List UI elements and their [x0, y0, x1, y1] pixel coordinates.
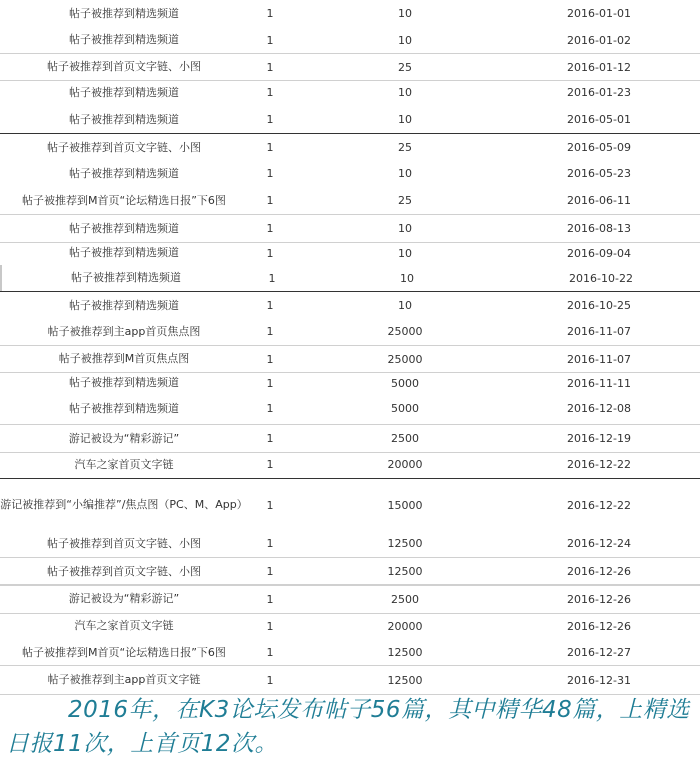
points-cell: 20000 — [387, 458, 423, 471]
points-cell: 10 — [398, 299, 412, 312]
event-description: 汽车之家首页文字链 — [74, 457, 174, 471]
event-description: 帖子被推荐到主app首页焦点图 — [47, 324, 201, 338]
table-row — [0, 27, 700, 53]
points-cell: 10 — [398, 167, 412, 180]
table-row — [0, 424, 700, 453]
points-cell: 12500 — [387, 565, 423, 578]
event-description: 帖子被推荐到精选频道 — [69, 112, 179, 126]
date-cell: 2016-10-25 — [567, 299, 631, 312]
count-cell: 1 — [266, 246, 274, 260]
date-cell: 2016-12-19 — [567, 432, 631, 445]
table-row — [0, 318, 700, 345]
count-cell: 1 — [266, 7, 274, 20]
date-cell: 2016-01-01 — [567, 7, 631, 20]
count-cell: 1 — [266, 402, 274, 415]
table-row — [0, 395, 700, 422]
points-cell: 2500 — [391, 592, 419, 606]
table-row — [0, 478, 700, 531]
table-row — [0, 0, 700, 27]
count-cell: 1 — [266, 352, 274, 366]
count-cell: 1 — [266, 432, 274, 445]
date-cell: 2016-09-04 — [567, 246, 631, 260]
event-description: 帖子被推荐到精选频道 — [69, 401, 179, 415]
table-row — [0, 371, 700, 395]
table-row — [0, 584, 700, 614]
table-row — [0, 133, 700, 161]
count-cell: 1 — [266, 458, 274, 471]
event-description: 帖子被推荐到首页文字链、小图 — [47, 60, 201, 73]
event-description: 帖子被推荐到精选频道 — [69, 221, 179, 235]
count-cell: 1 — [266, 167, 274, 180]
date-cell: 2016-12-26 — [567, 619, 631, 633]
event-description: 帖子被推荐到精选频道 — [69, 6, 179, 20]
points-cell: 2500 — [391, 432, 419, 445]
table-row — [0, 106, 700, 133]
table-row — [0, 160, 700, 187]
date-cell: 2016-11-07 — [567, 352, 631, 366]
date-cell: 2016-12-22 — [567, 458, 631, 471]
event-description: 游记被设为“精彩游记” — [68, 431, 180, 445]
points-cell: 10 — [398, 33, 412, 47]
points-cell: 12500 — [387, 537, 423, 550]
event-description: 帖子被推荐到精选频道 — [71, 271, 181, 284]
table-row — [0, 214, 700, 243]
date-cell: 2016-01-02 — [567, 33, 631, 47]
date-cell: 2016-12-08 — [567, 402, 631, 415]
date-cell: 2016-01-12 — [567, 60, 631, 74]
count-cell: 1 — [266, 376, 274, 390]
count-cell: 1 — [266, 222, 274, 235]
event-description: 帖子被推荐到精选频道 — [69, 33, 179, 46]
count-cell: 1 — [266, 86, 274, 99]
points-cell: 10 — [398, 222, 412, 235]
table-row — [0, 241, 700, 265]
date-cell: 2016-11-07 — [567, 325, 631, 338]
date-cell: 2016-12-26 — [567, 565, 631, 578]
points-cell: 10 — [398, 113, 412, 126]
points-cell: 25000 — [387, 352, 423, 366]
event-description: 帖子被推荐到精选频道 — [69, 376, 179, 389]
date-cell: 2016-05-01 — [567, 113, 631, 126]
points-cell: 25000 — [387, 325, 423, 338]
count-cell: 1 — [266, 537, 274, 550]
count-cell: 1 — [266, 619, 274, 633]
event-description: 帖子被推荐到首页文字链、小图 — [47, 564, 201, 578]
points-cell: 15000 — [387, 498, 423, 512]
event-description: 游记被推荐到“小编推荐”/焦点图（PC、M、App） — [0, 498, 248, 511]
count-cell: 1 — [266, 60, 274, 74]
event-description: 帖子被推荐到M首页“论坛精选日报”下6图 — [22, 645, 226, 659]
table-row — [0, 530, 700, 557]
event-description: 帖子被推荐到主app首页文字链 — [47, 673, 201, 686]
points-cell: 25 — [398, 141, 412, 154]
event-description: 帖子被推荐到精选频道 — [69, 298, 179, 312]
points-cell: 10 — [398, 86, 412, 99]
count-cell: 1 — [266, 565, 274, 578]
points-cell: 25 — [398, 60, 412, 74]
points-cell: 20000 — [387, 619, 423, 633]
event-description: 帖子被推荐到精选频道 — [69, 85, 179, 99]
count-cell: 1 — [266, 141, 274, 154]
event-description: 帖子被推荐到精选频道 — [69, 246, 179, 259]
table-row — [0, 345, 700, 373]
table-row — [0, 640, 700, 665]
points-cell: 5000 — [391, 376, 419, 390]
table-row — [0, 265, 700, 291]
points-cell: 5000 — [391, 402, 419, 415]
count-cell: 1 — [266, 646, 274, 659]
table-row — [0, 665, 700, 695]
table-row — [0, 187, 700, 214]
table-row — [0, 53, 700, 81]
points-cell: 10 — [398, 7, 412, 20]
date-cell: 2016-01-23 — [567, 86, 631, 99]
count-cell: 1 — [266, 325, 274, 338]
count-cell: 1 — [266, 33, 274, 47]
table-row — [0, 79, 700, 106]
points-cell: 12500 — [387, 646, 423, 659]
points-cell: 12500 — [387, 673, 423, 687]
date-cell: 2016-12-27 — [567, 646, 631, 659]
points-cell: 10 — [398, 246, 412, 260]
event-description: 帖子被推荐到精选频道 — [69, 166, 179, 180]
date-cell: 2016-12-22 — [567, 498, 631, 512]
count-cell: 1 — [266, 113, 274, 126]
count-cell: 1 — [268, 271, 276, 285]
count-cell: 1 — [266, 592, 274, 606]
table-row — [0, 291, 700, 319]
table-row — [0, 612, 700, 640]
date-cell: 2016-05-09 — [567, 141, 631, 154]
table-row — [0, 557, 700, 586]
date-cell: 2016-12-26 — [567, 592, 631, 606]
date-cell: 2016-05-23 — [567, 167, 631, 180]
date-cell: 2016-11-11 — [567, 376, 631, 390]
date-cell: 2016-12-31 — [567, 673, 631, 687]
date-cell: 2016-12-24 — [567, 537, 631, 550]
date-cell: 2016-06-11 — [567, 194, 631, 207]
event-description: 帖子被推荐到M首页“论坛精选日报”下6图 — [22, 193, 226, 207]
points-cell: 10 — [400, 271, 414, 285]
table-row — [0, 451, 700, 478]
points-cell: 25 — [398, 194, 412, 207]
event-description: 帖子被推荐到首页文字链、小图 — [47, 536, 201, 550]
count-cell: 1 — [266, 194, 274, 207]
date-cell: 2016-10-22 — [569, 271, 633, 285]
event-description: 游记被设为“精彩游记” — [68, 592, 180, 605]
summary-caption: 2016年，在K3论坛发布帖子56篇，其中精华48篇，上精选日报11次，上首页12次。 — [6, 697, 690, 757]
count-cell: 1 — [266, 498, 274, 512]
event-description: 帖子被推荐到首页文字链、小图 — [47, 140, 201, 154]
count-cell: 1 — [266, 299, 274, 312]
count-cell: 1 — [266, 673, 274, 687]
event-description: 帖子被推荐到M首页焦点图 — [58, 352, 190, 365]
event-description: 汽车之家首页文字链 — [74, 619, 174, 632]
date-cell: 2016-08-13 — [567, 222, 631, 235]
